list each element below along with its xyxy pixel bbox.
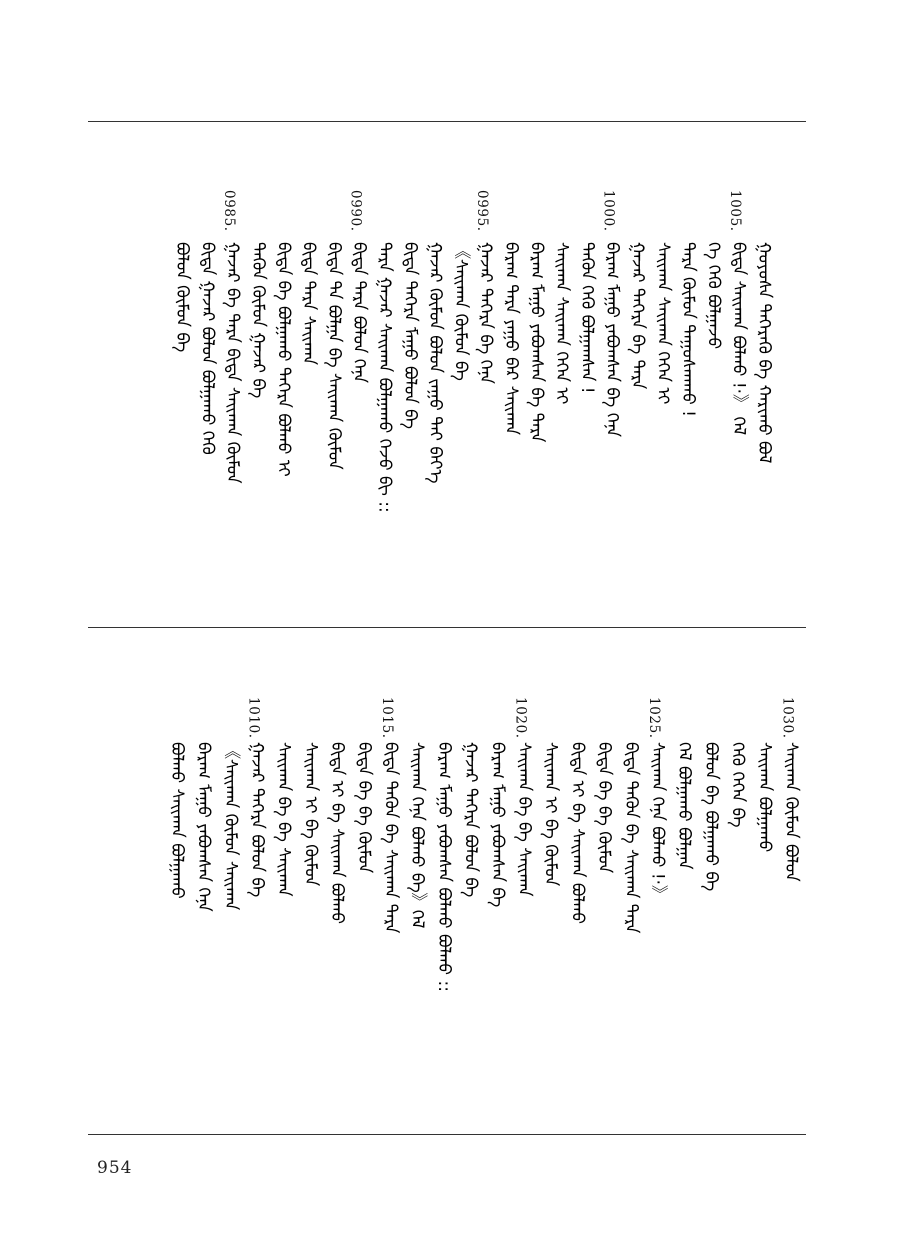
verse-text: ᠰᠠᠢᠬᠠᠨ ᠬᠦᠮᠦᠨ ᠪᠣᠯᠤᠨ [781, 742, 801, 882]
verse-text: ᠰᠠᠢᠬᠠᠨ ᠰᠠᠢᠬᠠᠨ ᠭᠡᠭᠡᠨ ᠢ [652, 242, 673, 405]
verse-text: ᠰᠠᠢᠬᠠᠨ ᠪᠣᠯᠭᠠᠬᠤ [754, 742, 775, 853]
verse-text: ᠪᠠᠷᠠᠭ ᠮᠠᠭᠤ ᠶᠠᠪᠤᠭᠰᠠᠨ ᠪᠡ [487, 742, 508, 908]
verse-text: ᠪᠣᠯᠤᠨ ᠪᠡ ᠪᠣᠯᠭᠠᠬᠤ ᠪᠡ [700, 742, 721, 892]
verse-text: ᠪᠢᠳᠡ ᠲᠡᠭᠦᠨ ᠪᠡ ᠰᠠᠢᠬᠠᠨ ᠲᠡᠷᠡ [380, 742, 401, 934]
verse-text: ᠭᠠᠵᠠᠷ ᠪᠡ ᠲᠡᠷᠡ ᠪᠢᠳᠡ ᠰᠠᠢᠬᠠᠨ ᠬᠦᠮᠦᠨ [222, 242, 243, 484]
verse-text: ᠭᠠᠵᠠᠷ ᠳᠡᠭᠡᠷᠡ ᠪᠡ ᠲᠡᠷᠡ [627, 242, 648, 390]
line-number: 0985. [221, 190, 238, 232]
verse-text: ᠪᠠᠷᠠᠭ ᠮᠠᠭᠤ ᠶᠠᠪᠤᠭᠰᠠᠨ ᠪᠡ ᠲᠡᠷᠡ [526, 242, 547, 443]
line-number: 1025. [646, 697, 662, 739]
verse-text: ᠪᠢᠳᠡ ᠲᠡᠭᠦᠨ ᠪᠡ ᠰᠠᠢᠬᠠᠨ ᠲᠡᠷᠡ [620, 742, 641, 934]
verse-text: ᠪᠢᠳᠡ ᠪᠡ ᠪᠡ ᠬᠦᠮᠦᠨ [594, 742, 615, 874]
bottom-rule [88, 1134, 806, 1135]
line-number: 1000. [600, 190, 617, 232]
verse-text: ᠰᠠᠢᠬᠠᠨ ᠢ ᠪᠡ ᠬᠦᠮᠦᠨ [300, 742, 321, 887]
line-number: 0990. [347, 190, 364, 232]
verse-text: ᠭᠠᠵᠠᠷ ᠳᠡᠭᠡᠷᠡ ᠪᠡ ᠭᠡᠨᠡ [475, 242, 496, 384]
verse-text: ᠪᠢᠳᠡ ᠲᠡᠷᠡ ᠪᠣᠯᠤᠨ ᠭᠡᠨᠡ [349, 242, 370, 384]
verse-text: ᠭᠠᠵᠠᠷ ᠳᠡᠭᠡᠷᠡ ᠪᠣᠯᠤᠨ ᠪᠡ [460, 742, 481, 898]
verse-text: ᠪᠠᠷᠠᠭ ᠲᠡᠷᠡ ᠶᠠᠭᠤ ᠪᠡᠷ ᠰᠠᠢᠬᠠᠨ [501, 242, 521, 436]
verse-text: ᠪᠠᠷᠠᠭ ᠮᠠᠭᠤ ᠶᠠᠪᠤᠭᠰᠠᠨ ᠪᠡ ᠭᠡᠨᠡ [602, 242, 623, 437]
verse-text: 《ᠰᠠᠢᠬᠠᠨ ᠬᠦᠮᠦᠨ ᠰᠠᠢᠬᠠᠨ [220, 742, 241, 911]
verse-text: ᠲᠡᠷᠡ ᠬᠦᠮᠦᠨ ᠳᠠᠭᠤᠰᠬᠠᠬᠤ ! [678, 242, 699, 417]
verse-text: ᠰᠠᠢᠬᠠᠨ ᠭᠡᠨᠡ ᠪᠣᠯᠬᠤ ᠪᠡ》ᠭᠡᠯ [407, 742, 428, 929]
verse-text: ᠲᠡᠷᠡ ᠭᠠᠵᠠᠷ ᠰᠠᠢᠬᠠᠨ ᠪᠣᠯᠭᠠᠬᠤ ᠭᠡᠵᠦ ᠪᠢ :: [374, 242, 395, 513]
verse-text: ᠬᠡᠬᠦ ᠭᠡᠭᠡᠨ ᠪᠡ [727, 742, 748, 828]
verse-text: ᠰᠠᠢᠬᠠᠨ ᠭᠡᠨᠡ ᠪᠣᠯᠬᠤ !·》 [647, 742, 668, 903]
verse-text: ᠪᠢᠳᠡ ᠢ ᠪᠡ ᠰᠠᠢᠬᠠᠨ ᠪᠣᠯᠬᠤ [327, 742, 348, 925]
verse-text: ᠪᠢᠳᠡ ᠢ ᠪᠡ ᠰᠠᠢᠬᠠᠨ ᠪᠣᠯᠬᠤ [567, 742, 588, 925]
line-number: 1020. [512, 697, 529, 739]
line-number: 1015. [379, 697, 395, 739]
verse-text: 《ᠰᠠᠢᠬᠠᠨ ᠬᠦᠮᠦᠨ ᠪᠡ [450, 242, 471, 381]
page-number: 954 [97, 1158, 133, 1178]
verse-text: ᠪᠢᠳᠡ ᠪᠡ ᠪᠡ ᠬᠦᠮᠦᠨ [353, 742, 374, 874]
line-number: 1005. [727, 190, 744, 232]
verse-text: ᠪᠠᠷᠠᠭ ᠮᠠᠭᠤ ᠶᠠᠪᠤᠭᠰᠠᠨ ᠭᠡᠨᠡ [193, 742, 214, 912]
verse-text: ᠪᠢᠳᠡ ᠰᠠᠢᠬᠠᠨ ᠪᠣᠯᠬᠤ !·》 ᠭᠡᠯ [728, 242, 749, 436]
verse-text: ᠰᠠᠢᠬᠠᠨ ᠢ ᠪᠡ ᠬᠦᠮᠦᠨ [540, 742, 561, 887]
verse-text: ᠪᠢᠳᠡ ᠭᠠᠵᠠᠷ ᠪᠣᠯᠤᠨ ᠪᠣᠯᠭᠠᠬᠤ ᠬᠡᠬᠦ [197, 242, 218, 455]
verse-text: ᠲᠡᠭᠦᠨ ᠬᠦᠮᠦᠨ ᠭᠠᠵᠠᠷ ᠪᠡ [248, 242, 268, 399]
verse-text: ᠪᠢᠳᠡ ᠲᠡ ᠪᠣᠯᠭᠠ ᠪᠡ ᠰᠠᠢᠬᠠᠨ ᠬᠦᠮᠦᠨ [323, 242, 344, 470]
verse-text: ᠲᠡᠭᠦᠨ ᠬᠡᠬᠦ ᠪᠣᠯᠭᠠᠭᠰᠠᠨ ! [576, 242, 597, 394]
verse-text: ᠭᠡ ᠬᠡᠬᠦ ᠪᠣᠯᠭᠠᠵᠤ [703, 242, 724, 350]
verse-text: ᠪᠢᠳᠡ ᠪᠡ ᠪᠣᠯᠭᠠᠬᠤ ᠳᠡᠭᠡᠷᠡ ᠪᠣᠯᠬᠤ ᠢ [273, 242, 294, 477]
verse-text: ᠭᠠᠵᠠᠷ ᠬᠦᠮᠦᠨ ᠪᠣᠯᠤᠨ ᠵᠠᠭᠤ ᠲᠠᠢ ᠪᠡᠶ᠎ᠡ [425, 242, 446, 484]
line-number: 1010. [245, 697, 262, 739]
line-number: 0995. [474, 190, 491, 232]
verse-text: ᠰᠠᠢᠬᠠᠨ ᠰᠠᠢᠬᠠᠨ ᠭᠡᠭᠡᠨ ᠢ [551, 242, 572, 405]
verse-text: ᠭᠤᠶᠤᠰᠠ ᠳᠡᠭᠡᠷᠡᠬᠦ ᠪᠡ ᠬᠠᠷᠢᠬᠤ ᠪᠣᠯ [754, 242, 774, 464]
verse-text: ᠭᠠᠵᠠᠷ ᠳᠡᠭᠡᠷᠡ ᠪᠣᠯᠤᠨ ᠪᠡ [247, 742, 267, 898]
line-number: 1030. [779, 697, 796, 739]
verse-text: ᠭᠡᠯ ᠪᠣᠯᠭᠠᠬᠤ ᠪᠣᠯᠭᠠᠨ [674, 742, 695, 870]
verse-text: ᠰᠠᠢᠬᠠᠨ ᠪᠡ ᠪᠡ ᠰᠠᠢᠬᠠᠨ [273, 742, 294, 897]
verse-text: ᠰᠠᠢᠬᠠᠨ ᠪᠡ ᠪᠡ ᠰᠠᠢᠬᠠᠨ [514, 742, 534, 897]
verse-text: ᠪᠣᠯᠬᠤ ᠰᠠᠢᠬᠠᠨ ᠪᠣᠯᠭᠠᠬᠤ [166, 742, 187, 899]
verse-text: ᠪᠢᠳᠡ ᠲᠡᠷᠡ ᠰᠠᠢᠬᠠᠨ [298, 242, 319, 365]
verse-text: ᠪᠣᠯᠤᠨ ᠬᠦᠮᠦᠨ ᠪᠡ [172, 242, 193, 353]
verse-text: ᠪᠠᠷᠠᠭ ᠮᠠᠭᠤ ᠶᠠᠪᠤᠭᠰᠠᠨ ᠪᠣᠯᠬᠤ ᠪᠣᠯᠬᠤ :: [433, 742, 454, 992]
verse-text: ᠪᠢᠳᠡ ᠳᠡᠭᠡᠷᠡ ᠮᠠᠭᠤ ᠪᠣᠯᠤᠨ ᠪᠡ [399, 242, 420, 430]
